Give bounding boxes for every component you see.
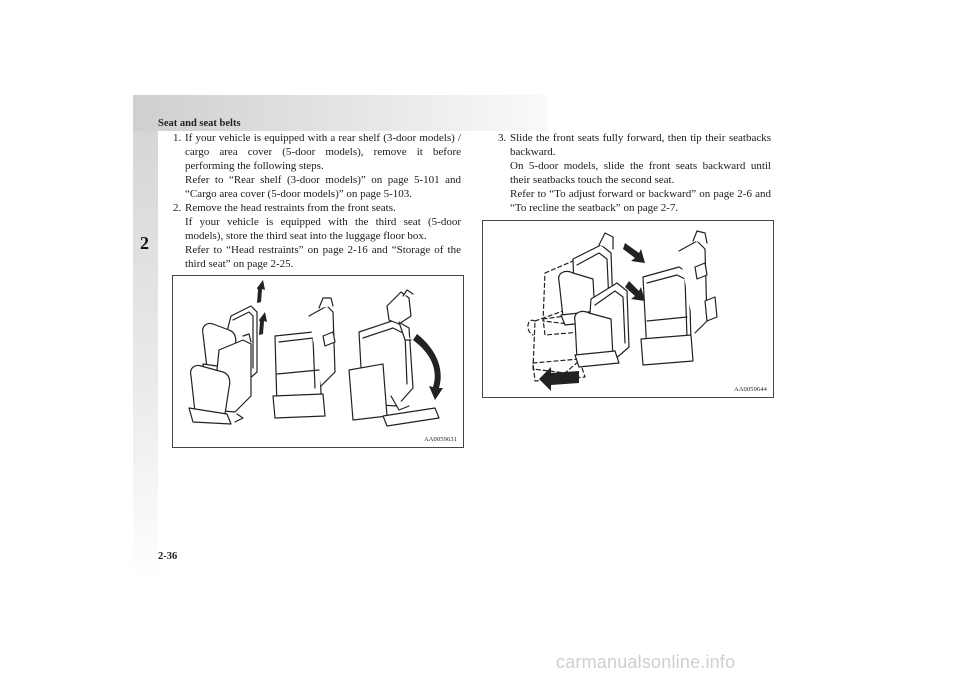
lift-arrows bbox=[257, 280, 267, 335]
seat-illustration-left bbox=[173, 276, 463, 447]
step-number: 3. bbox=[498, 132, 507, 144]
front-seats-drawing bbox=[189, 306, 257, 424]
figure-code: AA0059631 bbox=[423, 436, 457, 443]
step-text: If your vehicle is equipped with a rear shelf (3-door models) / cargo area cover (5-door models), remove it before performing the following steps. bbox=[185, 132, 461, 172]
figure-code: AA0059644 bbox=[733, 386, 767, 393]
tipped-seat-drawing bbox=[349, 290, 439, 426]
watermark: carmanualsonline.info bbox=[556, 652, 736, 672]
rear-seat-drawing bbox=[273, 298, 335, 418]
page-number: 2-36 bbox=[158, 551, 178, 562]
step-reference: Refer to “To adjust forward or backward” on page 2-6 and “To recline the seatback” on page 2-7. bbox=[510, 188, 771, 214]
right-column bbox=[498, 131, 771, 215]
chapter-tab bbox=[133, 131, 158, 581]
left-column bbox=[173, 131, 461, 271]
chapter-number: 2 bbox=[140, 233, 149, 253]
step-text: If your vehicle is equipped with the third seat (5-door models), store the third seat into the luggage floor box. bbox=[185, 216, 461, 242]
step-text: Slide the front seats fully forward, then tip their seatbacks backward. bbox=[510, 132, 771, 158]
step-3 bbox=[498, 131, 771, 215]
step-1 bbox=[173, 131, 461, 201]
step-number: 1. bbox=[173, 132, 182, 144]
step-reference: Refer to “Rear shelf (3-door models)” on page 5-101 and “Cargo area cover (5-door models)” on page 5-103. bbox=[185, 174, 461, 200]
seat-illustration-right bbox=[483, 221, 773, 397]
front-seats-drawing bbox=[559, 233, 629, 367]
figure-remove-head-restraints bbox=[172, 275, 464, 448]
figure-slide-and-tip-seats bbox=[482, 220, 774, 398]
step-reference: Refer to “Head restraints” on page 2-16 and “Storage of the third seat” on page 2-25. bbox=[185, 244, 461, 270]
step-number: 2. bbox=[173, 202, 182, 214]
rotate-arrow bbox=[413, 334, 443, 400]
rear-seat-drawing bbox=[641, 231, 717, 365]
section-title: Seat and seat belts bbox=[158, 118, 241, 129]
step-text: On 5-door models, slide the front seats backward until their seatbacks touch the second seat. bbox=[510, 160, 771, 186]
step-text: Remove the head restraints from the front seats. bbox=[185, 202, 396, 214]
step-2 bbox=[173, 201, 461, 271]
